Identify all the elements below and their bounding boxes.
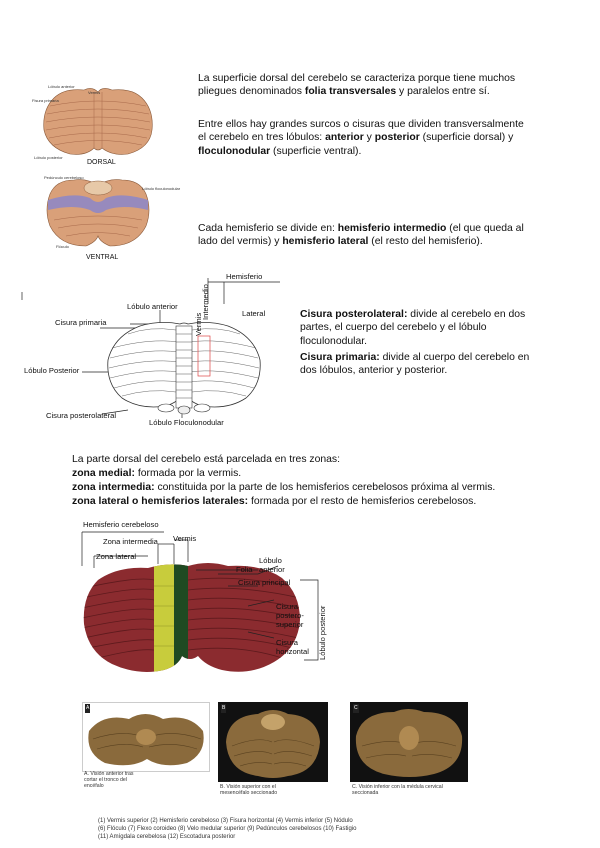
panel-letter-b: B: [222, 705, 226, 711]
label-cisura-horizontal: Cisura horizontal: [276, 638, 309, 656]
photo-panel-b: [218, 702, 328, 782]
fig1-label: Flóculo: [56, 244, 69, 249]
label-cisura-postero-superior: Cisura postero-superior: [276, 602, 304, 629]
legend-line-2: (6) Flóculo (7) Flexo coroideo (8) Velo medular superior (9) Pedúnculos cerebelosos (10) Fastigio: [98, 826, 357, 832]
label-lobulo-anterior: Lóbulo anterior: [127, 302, 178, 311]
label-lobulo-anterior-zones: Lóbulo anterior: [259, 556, 285, 574]
label-vermis-zones: Vermis: [173, 534, 197, 543]
caption-panel-a: A. Visión anterior tras cortar el tronco del encéfalo: [84, 771, 134, 789]
paragraph-zona-medial: zona medial: formada por la vermis.: [72, 468, 242, 479]
dorsal-label: DORSAL: [87, 159, 116, 166]
paragraph-cisura-primaria: Cisura primaria: divide al cuerpo del cerebelo en dos lóbulos, anterior y posterior.: [300, 352, 530, 377]
paragraph-hemisferio: Cada hemisferio se divide en: hemisferio intermedio (el que queda al lado del vermis) y hemisferio lateral (el resto del hemisferio).: [198, 223, 524, 248]
label-lobulo-floculonodular: Lóbulo Floculonodular: [149, 418, 224, 427]
fig1-label: Lóbulo floculonodular: [142, 186, 181, 191]
paragraph-cisuras: Entre ellos hay grandes surcos o cisuras que dividen transversalmente el cerebelo en tres lóbulos: anterior y posterior (superficie dorsal) y floculonodular (superficie ventral).: [198, 119, 524, 157]
paragraph-folia: La superficie dorsal del cerebelo se caracteriza porque tiene muchos pliegues denominados folia transversales y paralelos entre sí.: [198, 73, 516, 98]
fig1-label: Fisura primaria: [32, 98, 59, 103]
legend-line-1: (1) Vermis superior (2) Hemisferio cerebeloso (3) Fisura horizontal (4) Vermis inferior (5) Nódulo: [98, 818, 353, 824]
paragraph-zona-lateral: zona lateral o hemisferios laterales: formada por el resto de hemisferios cerebelosos.: [72, 496, 477, 507]
label-lateral: Lateral: [242, 309, 266, 318]
paragraph-cisura-posterolateral: Cisura posterolateral: divide al cerebelo en dos partes, el cuerpo del cerebelo y el lóbulo floculonodular.: [300, 309, 526, 347]
fig1-label: Pedúnculo cerebeloso: [44, 175, 84, 180]
ventral-label: VENTRAL: [86, 254, 119, 261]
figure-dorsal-ventral: [34, 82, 164, 262]
fig1-label: Lóbulo anterior: [48, 84, 75, 89]
panel-letter-c: C: [354, 705, 358, 711]
caption-panel-b: B. Visión superior con el mesencéfalo seccionado: [220, 784, 278, 796]
label-intermedio: Intermedio: [201, 284, 210, 320]
label-cisura-principal: Cisura principal: [238, 578, 291, 587]
lobes-cerebellum-drawing: [108, 322, 260, 414]
label-zona-intermedia: Zona intermedia: [103, 537, 158, 546]
photo-panel-c: [350, 702, 468, 782]
label-hemisferio-cerebeloso: Hemisferio cerebeloso: [83, 520, 159, 529]
paragraph-zona-intermedia: zona intermedia: constituida por la parte de los hemisferios cerebelosos próxima al vermis.: [72, 482, 496, 493]
label-vermis: Vermis: [194, 312, 203, 336]
label-zona-lateral: Zona lateral: [96, 552, 137, 561]
caption-panel-c: C. Visión inferior con la médula cervical seccionada: [352, 784, 443, 796]
panel-letter-a: A: [86, 705, 90, 711]
ventral-cerebellum-drawing: [47, 180, 149, 246]
label-lobulo-posterior-zones: Lóbulo posterior: [318, 605, 327, 660]
label-lobulo-posterior: Lóbulo Posterior: [24, 366, 80, 375]
label-cisura-primaria: Cisura primaria: [55, 318, 107, 327]
label-cisura-posterolateral: Cisura posterolateral: [46, 411, 117, 420]
legend-line-3: (11) Amígdala cerebelosa (12) Escotadura posterior: [98, 834, 236, 840]
photo-panel-a: [82, 702, 210, 772]
label-folia: Folia: [236, 565, 253, 574]
dorsal-cerebellum-drawing: [44, 88, 153, 154]
label-hemisferio: Hemisferio: [226, 272, 263, 281]
fig1-label: Vermis: [88, 90, 101, 95]
fig1-label: Lóbulo posterior: [34, 155, 63, 160]
paragraph-zonas-intro: La parte dorsal del cerebelo está parcelada en tres zonas:: [72, 454, 341, 465]
